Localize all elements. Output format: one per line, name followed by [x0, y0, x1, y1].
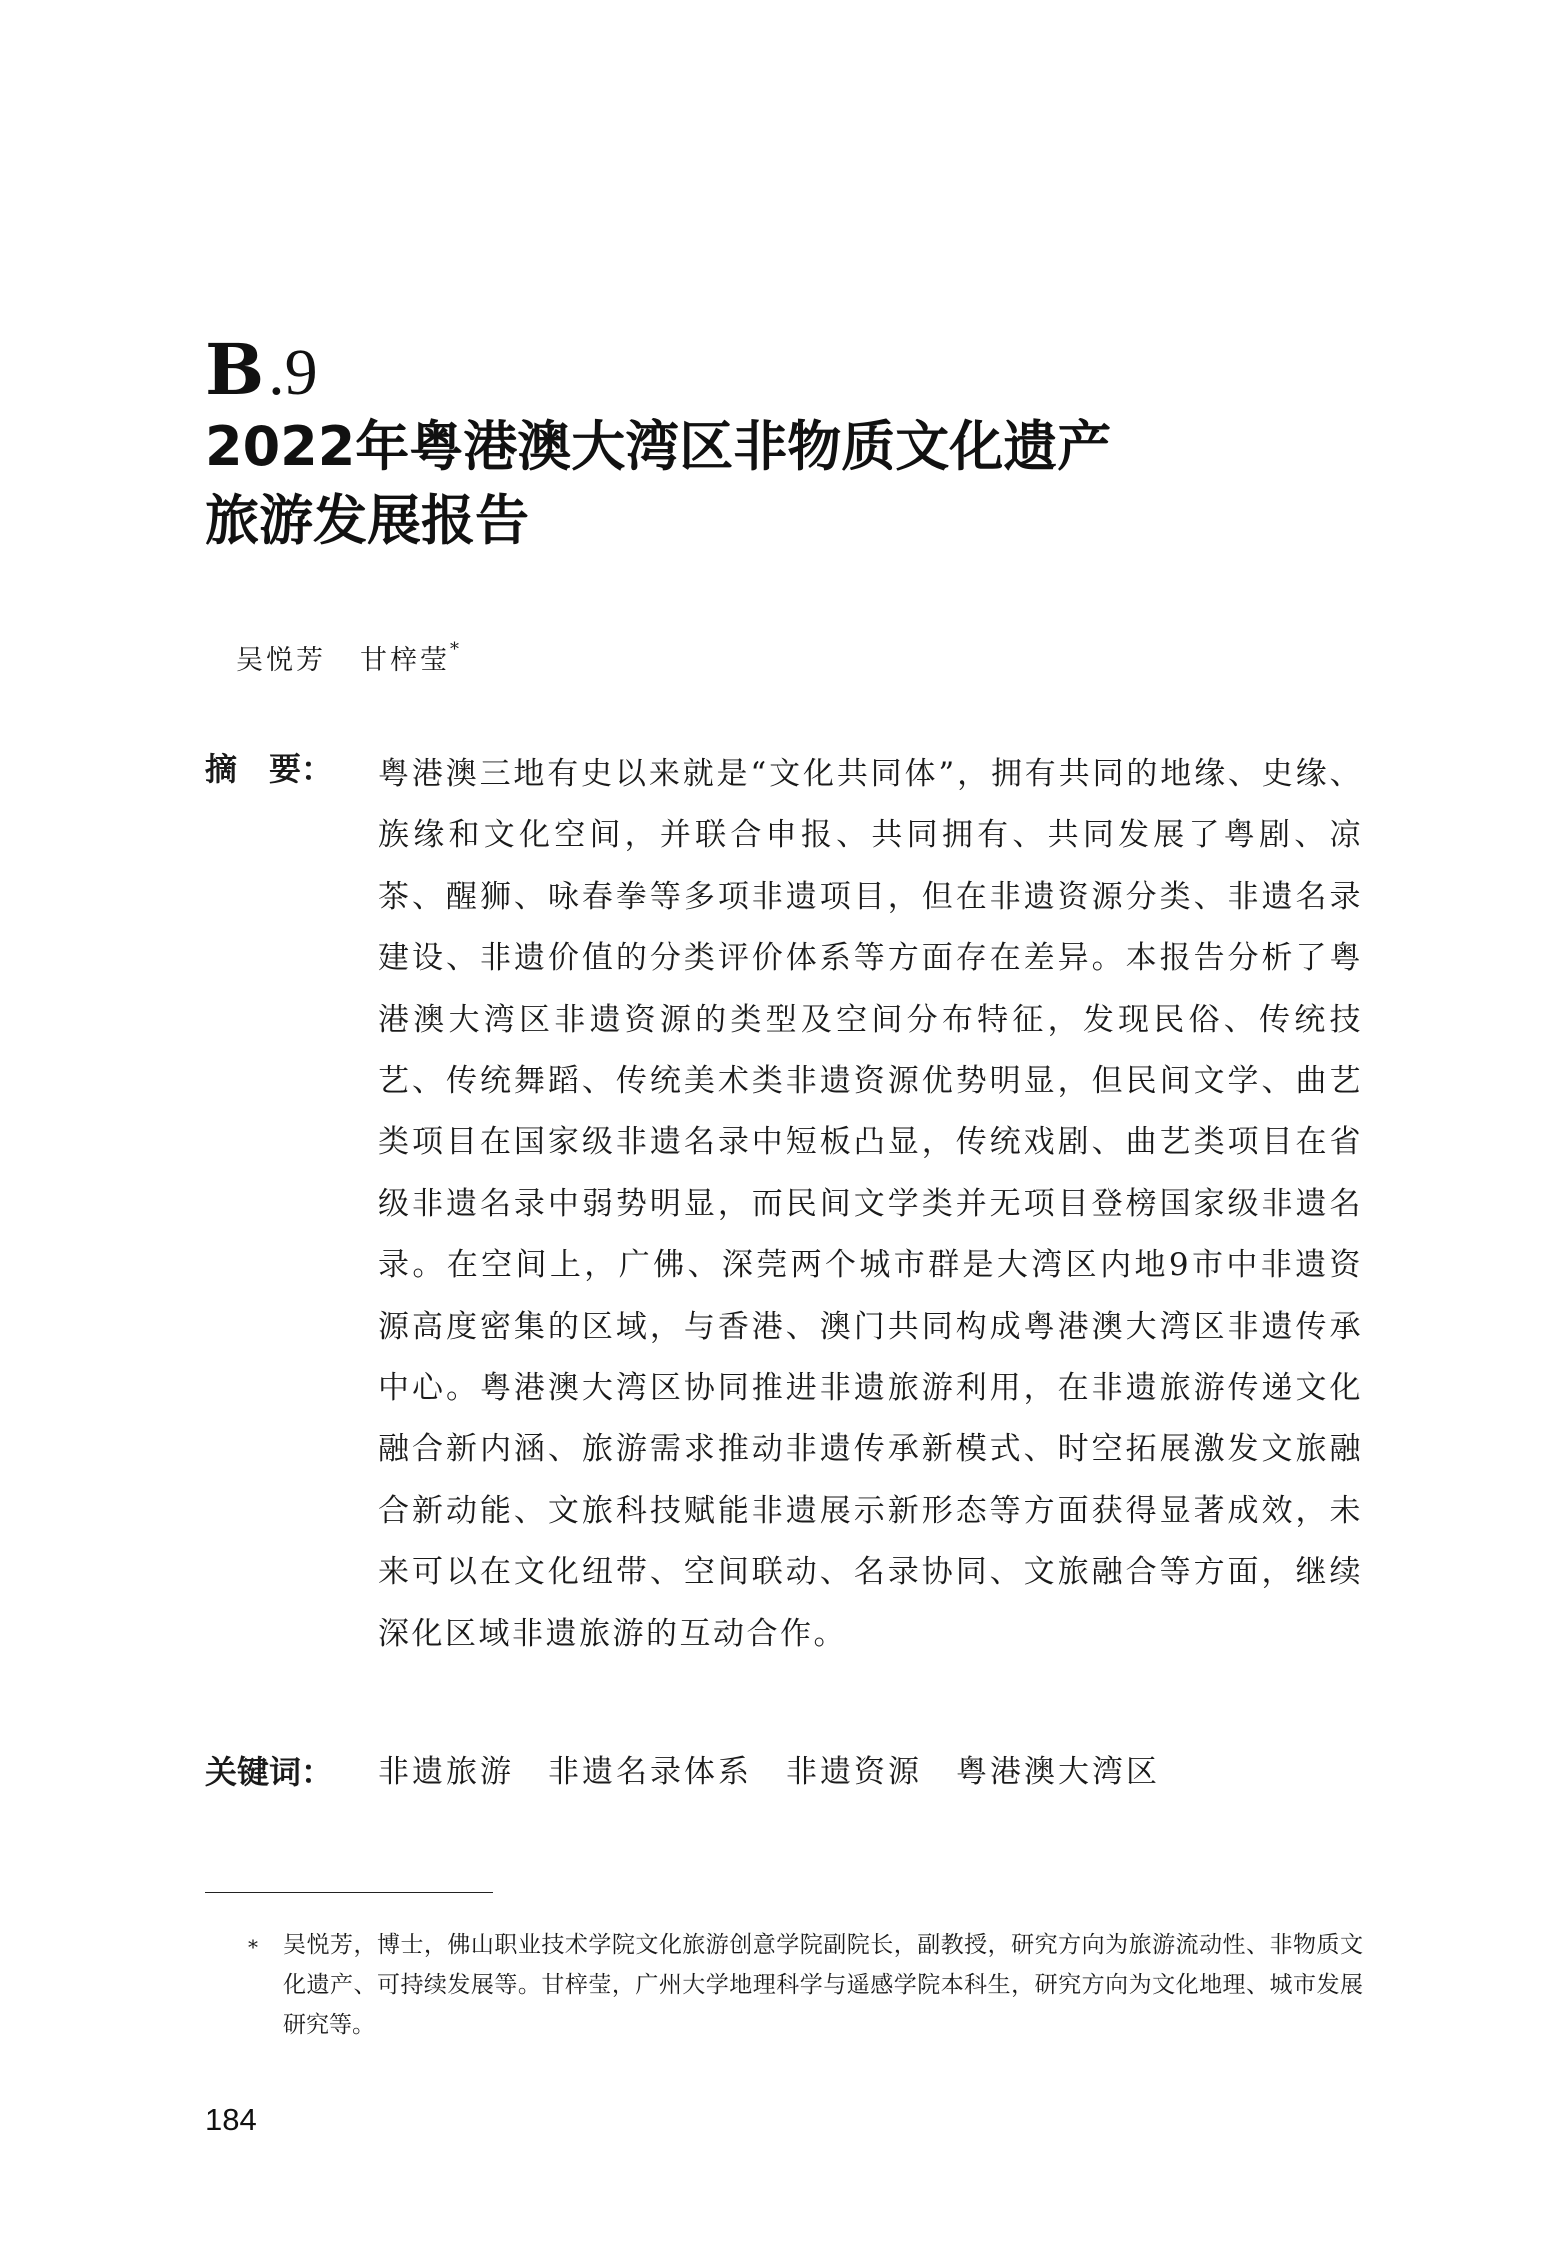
footnote-divider [205, 1892, 493, 1893]
abstract-label: 摘 要： [205, 750, 334, 788]
author-line [236, 630, 459, 681]
footnote [248, 1925, 1363, 2045]
keywords-list [378, 1750, 1194, 1794]
title-line-2: 旅游发展报告 [205, 489, 529, 552]
keyword-item: 非遗资源 [786, 1754, 922, 1790]
keyword-item: 非遗旅游 [378, 1754, 514, 1790]
footnote-text: 吴悦芳，博士，佛山职业技术学院文化旅游创意学院副院长，副教授，研究方向为旅游流动性、非物质文化遗产、可持续发展等。甘梓莹，广州大学地理科学与遥感学院本科生，研究方向为文化地理、城市发展研究等。 [283, 1932, 1363, 2038]
footnote-marker: * [248, 1935, 258, 1959]
keyword-item: 非遗名录体系 [548, 1754, 752, 1790]
chapter-label [205, 330, 318, 410]
abstract-text: 粤港澳三地有史以来就是“文化共同体”，拥有共同的地缘、史缘、族缘和文化空间，并联合申报、共同拥有、共同发展了粤剧、凉茶、醒狮、咏春拳等多项非遗项目，但在非遗资源分类、非遗名录建设、非遗价值的分类评价体系等方面存在差异。本报告分析了粤港澳大湾区非遗资源的类型及空间分布特征，发现民俗、传统技艺、传统舞蹈、传统美术类非遗资源优势明显，但民间文学、曲艺类项目在国家级非遗名录中短板凸显，传统戏剧、曲艺类项目在省级非遗名录中弱势明显，而民间文学类并无项目登榜国家级非遗名录。在空间上，广佛、深莞两个城市群是大湾区内地9市中非遗资源高度密集的区域，与香港、澳门共同构成粤港澳大湾区非遗传承中心。粤港澳大湾区协同推进非遗旅游利用，在非遗旅游传递文化融合新内涵、旅游需求推动非遗传承新模式、时空拓展激发文旅融合新动能、文旅科技赋能非遗展示新形态等方面获得显著成效，未来可以在文化纽带、空间联动、名录协同、文旅融合等方面，继续深化区域非遗旅游的互动合作。 [378, 756, 1363, 1652]
author-first: 吴悦芳 [236, 645, 326, 676]
page-number: 184 [205, 2102, 257, 2137]
report-title [205, 410, 1355, 558]
keyword-item: 粤港澳大湾区 [956, 1754, 1160, 1790]
chapter-number: .9 [268, 336, 318, 409]
title-line-1: 2022年粤港澳大湾区非物质文化遗产 [205, 415, 1112, 478]
author-footnote-mark: * [450, 639, 459, 660]
chapter-letter: B [205, 328, 265, 411]
keywords-label: 关键词： [205, 1753, 334, 1791]
author-second: 甘梓莹 [360, 645, 450, 676]
